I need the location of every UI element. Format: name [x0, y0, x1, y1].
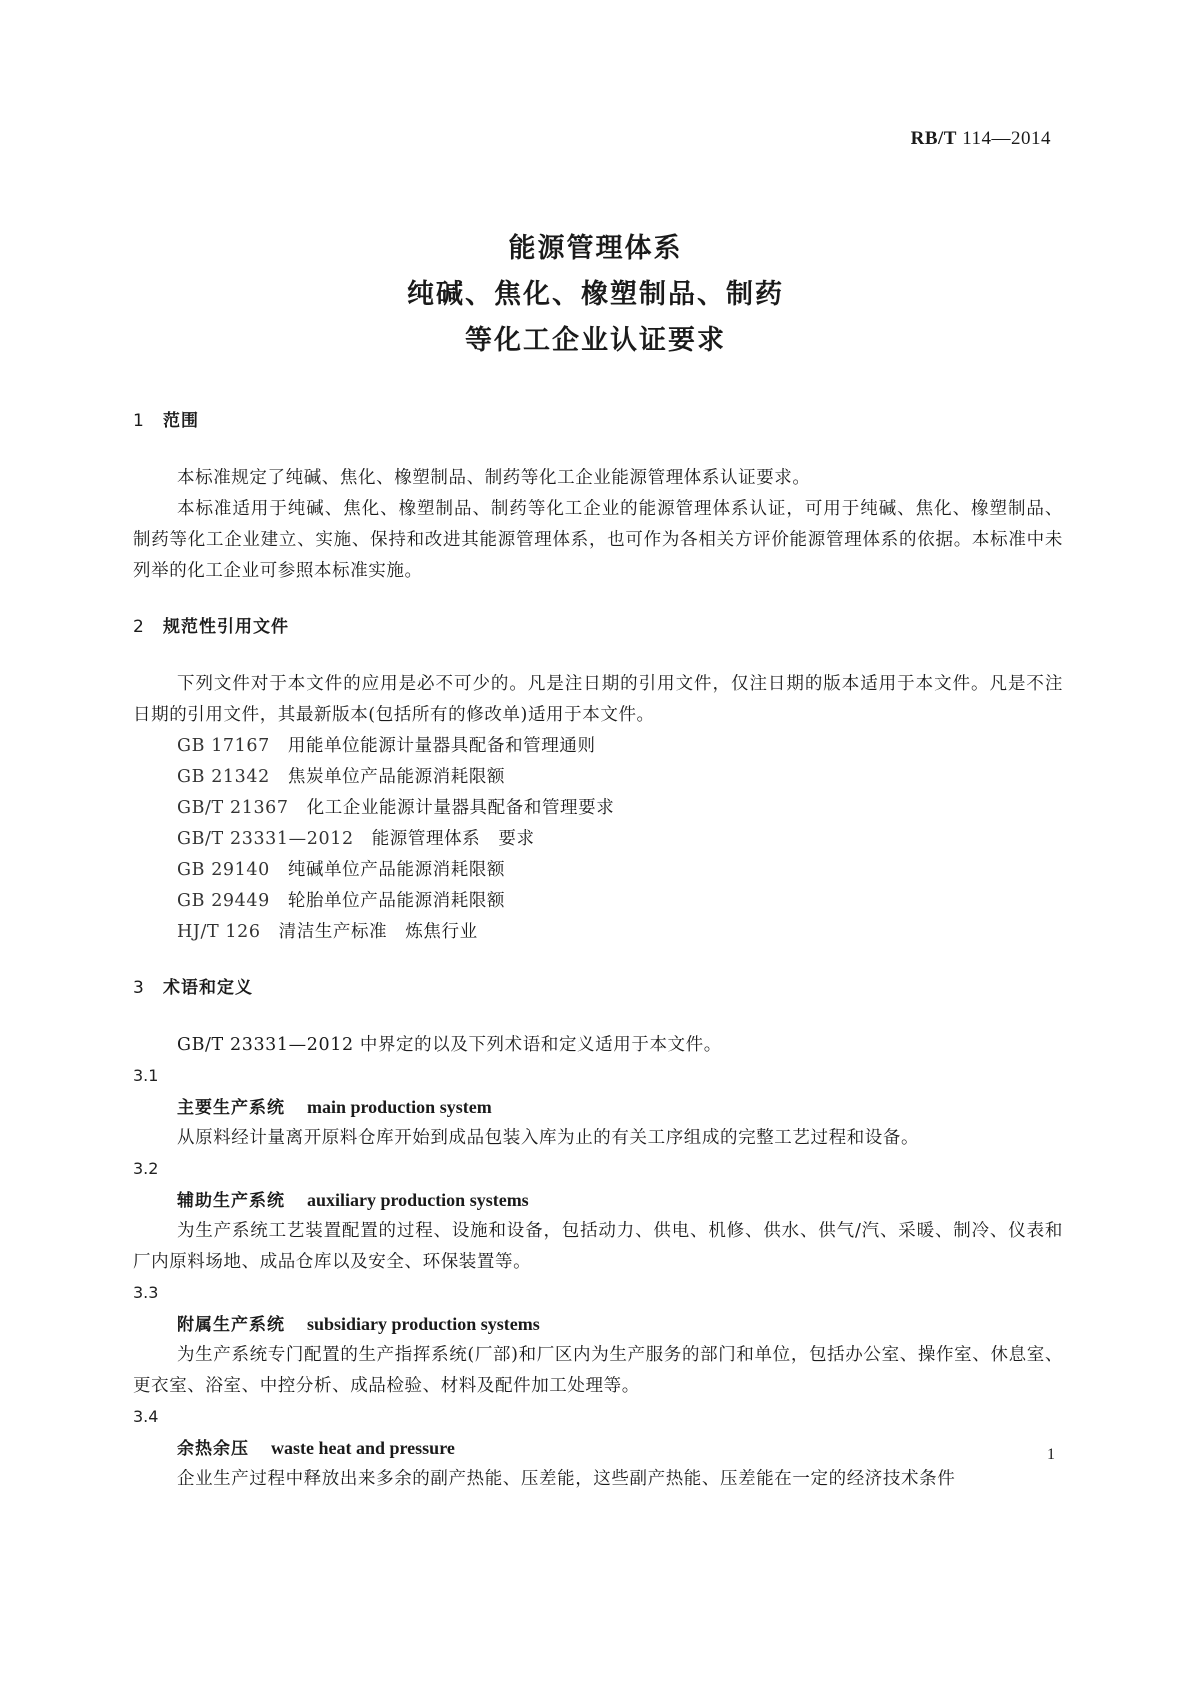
- reference-list: [133, 731, 1063, 948]
- term-chinese: 余热余压: [177, 1439, 249, 1459]
- term-title: [133, 1184, 1063, 1216]
- term-definition: 企业生产过程中释放出来多余的副产热能、压差能，这些副产热能、压差能在一定的经济技术条件: [177, 1469, 956, 1489]
- section-title: 术语和定义: [163, 978, 253, 998]
- term-chinese: 附属生产系统: [177, 1315, 285, 1335]
- section-title: 规范性引用文件: [163, 617, 289, 637]
- reference-item: [133, 731, 1063, 762]
- standard-code-suffix: 114—2014: [956, 128, 1051, 149]
- reference-code: GB 17167: [177, 736, 270, 756]
- term-chinese: 辅助生产系统: [177, 1191, 285, 1211]
- term-title: [133, 1308, 1063, 1340]
- reference-code: GB/T 21367: [177, 798, 289, 818]
- reference-title: 能源管理体系 要求: [371, 829, 535, 849]
- standard-code-prefix: RB/T: [910, 128, 957, 149]
- reference-title: 轮胎单位产品能源消耗限额: [287, 891, 506, 911]
- reference-code: GB 29449: [177, 891, 270, 911]
- paragraph: 本标准规定了纯碱、焦化、橡塑制品、制药等化工企业能源管理体系认证要求。: [177, 468, 811, 488]
- reference-code: HJ/T 126: [177, 922, 261, 942]
- reference-code: GB/T 23331—2012: [177, 829, 354, 849]
- term-definition: 为生产系统专门配置的生产指挥系统(厂部)和厂区内为生产服务的部门和单位，包括办公室、操作室、休息室、更衣室、浴室、中控分析、成品检验、材料及配件加工处理等。: [133, 1345, 1063, 1396]
- reference-item: [133, 762, 1063, 793]
- reference-title: 纯碱单位产品能源消耗限额: [287, 860, 506, 880]
- term-definition: 为生产系统工艺装置配置的过程、设施和设备，包括动力、供电、机修、供水、供气/汽、采暖、制冷、仪表和厂内原料场地、成品仓库以及安全、环保装置等。: [133, 1221, 1063, 1272]
- term-number: 3.1: [133, 1066, 159, 1085]
- term-title: [133, 1091, 1063, 1123]
- paragraph: GB/T 23331—2012 中界定的以及下列术语和定义适用于本文件。: [177, 1035, 722, 1055]
- section-1-heading: [133, 405, 1063, 437]
- section-3-heading: [133, 972, 1063, 1004]
- reference-item: [133, 886, 1063, 917]
- section-title: 范围: [163, 411, 199, 431]
- term-number: 3.4: [133, 1407, 159, 1426]
- title-line-3: 等化工企业认证要求: [465, 325, 726, 356]
- title-line-2: 纯碱、焦化、橡塑制品、制药: [407, 279, 784, 310]
- reference-title: 清洁生产标准 炼焦行业: [278, 922, 478, 942]
- reference-code: GB 21342: [177, 767, 270, 787]
- section-number: 3: [133, 978, 145, 998]
- reference-code: GB 29140: [177, 860, 270, 880]
- term-chinese: 主要生产系统: [177, 1098, 285, 1118]
- reference-title: 焦炭单位产品能源消耗限额: [287, 767, 506, 787]
- term-number: 3.3: [133, 1283, 159, 1302]
- term-number: 3.2: [133, 1159, 159, 1178]
- reference-item: [133, 793, 1063, 824]
- section-number: 2: [133, 617, 145, 637]
- reference-title: 化工企业能源计量器具配备和管理要求: [306, 798, 615, 818]
- paragraph: 本标准适用于纯碱、焦化、橡塑制品、制药等化工企业的能源管理体系认证，可用于纯碱、焦化、橡塑制品、制药等化工企业建立、实施、保持和改进其能源管理体系，也可作为各相关方评价能源管理体系的依据。本标准中未列举的化工企业可参照本标准实施。: [133, 499, 1063, 581]
- title-line-1: 能源管理体系: [508, 233, 683, 264]
- document-title: [0, 226, 1191, 364]
- document-body: [133, 405, 1063, 1495]
- reference-item: [133, 855, 1063, 886]
- term-english: main production system: [307, 1097, 492, 1117]
- standard-code: [911, 128, 1051, 150]
- term-definition: 从原料经计量离开原料仓库开始到成品包装入库为止的有关工序组成的完整工艺过程和设备。: [177, 1128, 920, 1148]
- term-title: [133, 1432, 1063, 1464]
- section-2-heading: [133, 611, 1063, 643]
- section-number: 1: [133, 411, 145, 431]
- reference-item: [133, 824, 1063, 855]
- term-english: waste heat and pressure: [271, 1438, 455, 1458]
- term-english: subsidiary production systems: [307, 1314, 540, 1334]
- reference-title: 用能单位能源计量器具配备和管理通则: [287, 736, 596, 756]
- term-english: auxiliary production systems: [307, 1190, 529, 1210]
- paragraph: 下列文件对于本文件的应用是必不可少的。凡是注日期的引用文件，仅注日期的版本适用于本文件。凡是不注日期的引用文件，其最新版本(包括所有的修改单)适用于本文件。: [133, 674, 1063, 725]
- reference-item: [133, 917, 1063, 948]
- page-number: 1: [1047, 1446, 1055, 1463]
